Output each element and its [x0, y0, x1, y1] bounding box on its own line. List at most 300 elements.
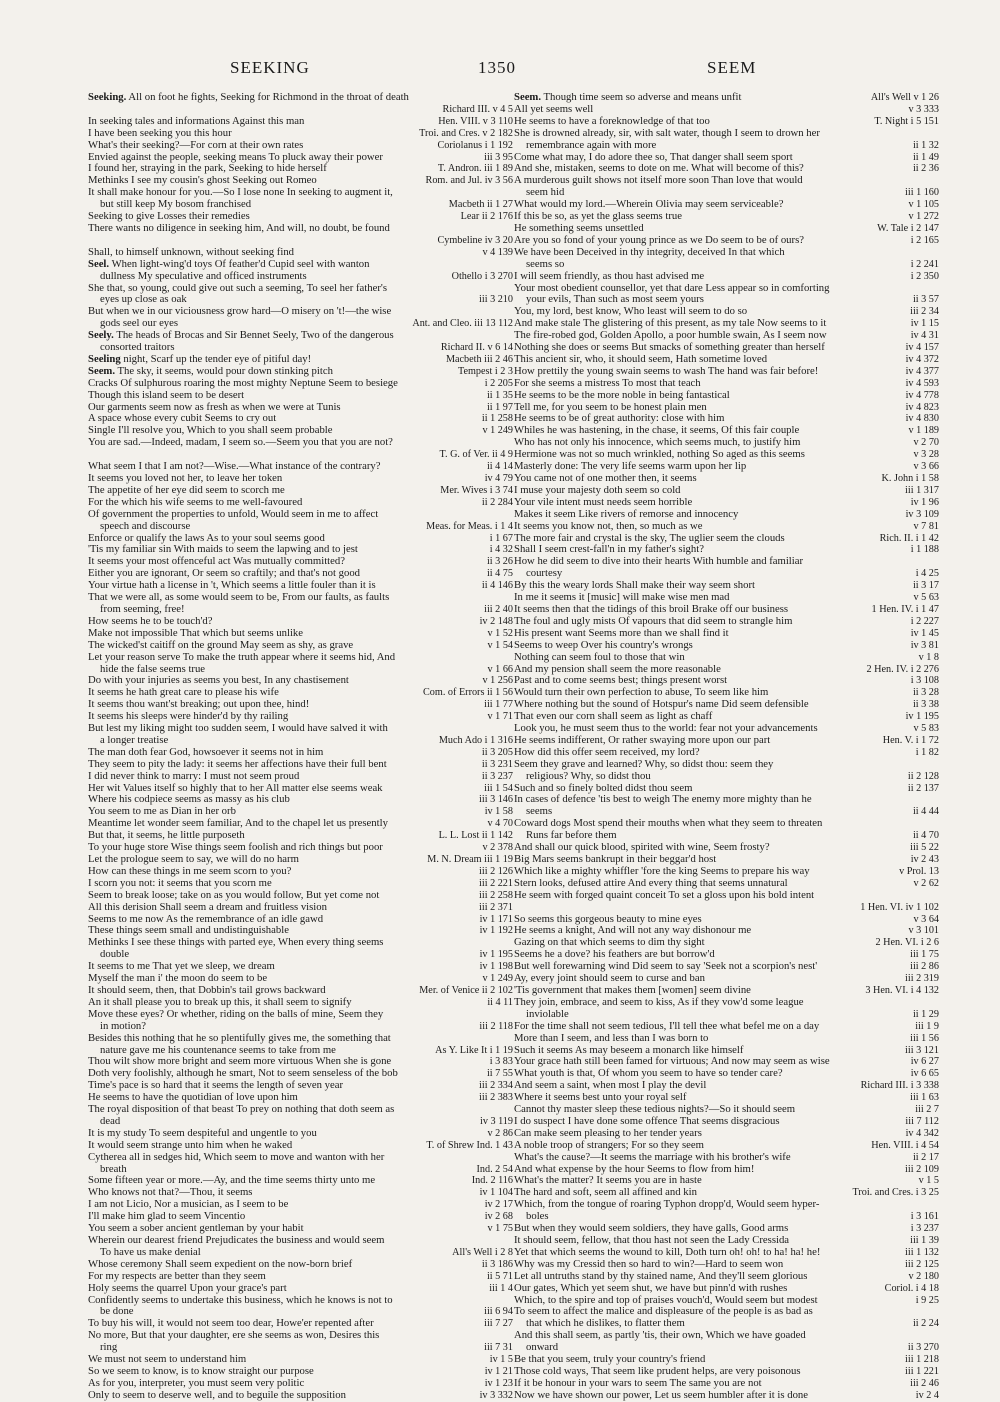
citation-reference: v 5 83: [913, 723, 939, 735]
citation-reference: Com. of Errors ii 1 56: [423, 687, 513, 699]
citation-reference: M. N. Dream iii 1 19: [427, 854, 513, 865]
quote: Either you are ignorant, Or seem so craftily; and that's not good: [88, 567, 361, 580]
quote: To buy his will, it would not seem too dear, Howe'er repented after: [88, 1317, 374, 1330]
quote: Cytherea all in sedges hid, Which seem to move and wanton with her: [88, 1150, 385, 1163]
citation-reference: ii 4 70: [912, 830, 939, 842]
quote: For the time shall not seem tedious, I'll tell thee what befel me on a day: [514, 1019, 820, 1032]
quote: Which like a mighty whiffler 'fore the king Seems to prepare his way: [514, 864, 810, 877]
quote: How did this offer seem received, my lord?: [514, 745, 700, 758]
quote: night, Scarf up the tender eye of pitiful day!: [123, 352, 312, 365]
quote: Nothing she does or seems But smacks of something greater than herself: [514, 341, 825, 354]
citation-reference: iii 1 77: [484, 699, 513, 711]
citation-reference: v 3 64: [913, 913, 939, 925]
citation-reference: iii 7 27: [484, 1318, 513, 1330]
citation-reference: iii 2 125: [905, 1258, 939, 1270]
quote: In me it seems it [music] will make wise men mad: [514, 591, 730, 604]
entry-line: [88, 1009, 513, 1021]
quote: Gazing on that which seems to dim thy sight: [514, 936, 705, 949]
citation-reference: 2 Hen. VI. i 2 6: [875, 937, 939, 949]
citation-reference: iv 4 823: [905, 401, 939, 413]
quotation-text: [514, 794, 933, 806]
citation-reference: Macbeth iii 2 46: [445, 353, 513, 365]
quote: To seem to affect the malice and displeasure of the people is as bad as: [514, 1305, 813, 1318]
quote: She that, so young, could give out such a seeming, To seel her father's: [88, 281, 387, 294]
citation-reference: iv 4 157: [905, 342, 939, 354]
quote: speech and discourse: [100, 519, 191, 532]
quote: Which, to the spire and top of praises vouch'd, Would seem but modest: [514, 1293, 818, 1306]
header-right-word: SEEM: [707, 58, 757, 77]
header-left-word: SEEKING: [230, 58, 310, 77]
quote: Methinks I see my cousin's ghost Seeking out Romeo: [88, 174, 317, 187]
citation-reference: iv 1 5: [489, 1354, 513, 1366]
citation-reference: iv 2 43: [910, 854, 939, 865]
quote: Look you, he must seem thus to the world: fear not your advancements: [514, 722, 818, 735]
quote: What would my lord.—Wherein Olivia may seem serviceable?: [514, 198, 784, 211]
quotation-text: [514, 1330, 933, 1342]
citation-reference: v 1 5: [918, 1175, 939, 1187]
entry-line: [88, 437, 513, 449]
quote: but still keep My bosom franchised: [100, 198, 252, 211]
citation-reference: iii 2 118: [479, 1020, 513, 1032]
headword: Seem.: [514, 91, 542, 103]
quote: Tell me, for you seem to be honest plain men: [514, 400, 707, 413]
quote: He seems to be the more noble in being fantastical: [514, 388, 730, 401]
quote: There wants no diligence in seeking him, And will, no doubt, be found: [88, 221, 390, 234]
citation-reference: v 1 8: [918, 651, 939, 663]
quote: Holy seems the quarrel Upon your grace's part: [88, 1281, 287, 1294]
quote: ring: [100, 1341, 118, 1354]
quote: When light-wing'd toys Of feather'd Cupid seel with wanton: [111, 257, 370, 270]
quote: Doth very foolishly, although he smart, Not to seem senseless of the bob: [88, 1067, 398, 1080]
quote: That even our corn shall seem as light as chaff: [514, 710, 713, 723]
quote: All this derision Shall seem a dream and fruitless vision: [88, 900, 327, 913]
quote: Her wit Values itself so highly that to her All matter else seems weak: [88, 781, 383, 794]
quote: onward: [526, 1341, 559, 1354]
citation-reference: Mer. Wives i 3 74: [440, 484, 513, 496]
quote: Such it seems As may beseem a monarch like himself: [514, 1043, 744, 1056]
citation-reference: v 2 62: [913, 877, 939, 889]
quote: He seems indifferent, Or rather swaying more upon our part: [514, 733, 771, 746]
quotation-text: [88, 1330, 507, 1342]
quote: Masterly done: The very life seems warm upon her lip: [514, 460, 747, 473]
citation-reference: ii 3 231: [481, 758, 513, 770]
citation-reference: i 4 25: [915, 568, 939, 580]
quote: Stern looks, defused attire And every thing that seems unnatural: [514, 876, 788, 889]
quote: The royal disposition of that beast To prey on nothing that doth seem as: [88, 1103, 395, 1116]
citation-reference: iii 1 160: [905, 187, 939, 199]
quote: His present want Seems more than we shall find it: [514, 626, 729, 639]
quote: boles: [526, 1210, 549, 1223]
citation-reference: iv 4 342: [905, 1127, 939, 1139]
quotation-text: [88, 92, 507, 104]
citation-reference: ii 1 35: [486, 389, 513, 401]
citation-reference: L. L. Lost ii 1 142: [438, 830, 513, 842]
citation-reference: iv 3 119: [479, 1115, 513, 1127]
quote: Move these eyes? Or whether, riding on the balls of mine, Seem they: [88, 1007, 384, 1020]
headword: Seel.: [88, 257, 110, 270]
quote: Shall, to himself unknown, without seeking find: [88, 245, 295, 258]
citation-reference: iii 1 221: [905, 1365, 939, 1377]
citation-reference: Much Ado i 1 316: [438, 734, 513, 746]
citation-reference: iii 3 95: [484, 151, 513, 163]
quote: And my pension shall seem the more reasonable: [514, 662, 721, 675]
citation-reference: ii 3 28: [912, 687, 939, 699]
quote: It shall make honour for you.—So I lose none In seeking to augment it,: [88, 186, 393, 199]
right-column: [514, 91, 939, 1401]
quote: religious? Why, so didst thou: [526, 769, 651, 782]
citation-reference: Hen. V. i 1 72: [882, 734, 939, 746]
quote: be done: [100, 1305, 134, 1318]
quote: A noble troop of strangers; For so they seem: [514, 1138, 704, 1151]
quote: But when we in our viciousness grow hard—O misery on 't!—the wise: [88, 305, 392, 318]
citation-reference: iv 2 68: [484, 1211, 513, 1223]
citation-reference: v 3 333: [908, 103, 939, 115]
citation-reference: 3 Hen. VI. i 4 132: [865, 984, 939, 996]
quote: It seems to me That yet we sleep, we dream: [88, 960, 275, 973]
citation-reference: Hen. VIII. v 3 110: [438, 115, 513, 127]
quote: No more, But that your daughter, ere she seems as won, Desires this: [88, 1329, 380, 1342]
quote: I scorn you not: it seems that you scorn me: [88, 876, 272, 889]
quote: Though this island seem to be desert: [88, 388, 245, 401]
quote: Myself the man i' the moon do seem to be: [88, 972, 268, 985]
quote: An it shall please you to break up this, it shall seem to signify: [88, 995, 352, 1008]
citation-reference: ii 3 57: [912, 294, 939, 306]
quote: In seeking tales and informations Against this man: [88, 114, 305, 127]
citation-reference: iv 3 81: [910, 639, 939, 651]
quote: I am not Licio, Nor a musician, as I seem to be: [88, 1198, 289, 1211]
citation-reference: ii 4 146: [481, 580, 513, 592]
citation-reference: Hen. VIII. i 4 54: [871, 1139, 939, 1151]
citation-reference: ii 4 75: [486, 568, 513, 580]
citation-reference: v 2 70: [913, 437, 939, 449]
quote: Ay, every joint should seem to curse and ban: [514, 972, 705, 985]
quote: More than I seem, and less than I was born to: [514, 1031, 709, 1044]
quote: Seeking to give Losses their remedies: [88, 210, 250, 223]
citation-reference: v 5 63: [913, 592, 939, 604]
quote: He seem with forged quaint conceit To set a gloss upon his bold intent: [514, 888, 815, 901]
quote: remembrance again with more: [526, 138, 657, 151]
citation-reference: ii 3 237: [481, 770, 513, 782]
citation-reference: iii 2 221: [479, 877, 513, 889]
quote: It seems thou want'st breaking; out upon thee, hind!: [88, 698, 310, 711]
citation-reference: v 1 272: [908, 211, 939, 223]
citation-reference: iv 3 109: [905, 508, 939, 520]
quote: By this the weary lords Shall make their way seem short: [514, 579, 756, 592]
quote: The hard and soft, seem all affined and kin: [514, 1186, 697, 1199]
citation-reference: All's Well v 1 26: [870, 92, 939, 103]
quote: How prettily the young swain seems to wash The hand was fair before!: [514, 364, 819, 377]
entry-line: [514, 175, 939, 187]
quote: I did never think to marry: I must not seem proud: [88, 769, 300, 782]
entry-line: [514, 556, 939, 568]
citation-reference: iv 1 192: [479, 925, 513, 937]
quote: Such and so finely bolted didst thou seem: [514, 781, 693, 794]
citation-reference: Troi. and Cres. i 3 25: [852, 1187, 939, 1199]
citation-reference: iv 3 332: [479, 1389, 513, 1401]
citation-reference: ii 1 29: [912, 1008, 939, 1020]
citation-reference: ii 3 38: [912, 699, 939, 711]
citation-reference: v 1 66: [487, 663, 513, 675]
quote: It is my study To seem despiteful and ungentle to you: [88, 1126, 317, 1139]
entry-line: [514, 1199, 939, 1211]
quote: Single I'll resolve you, Which to you shall seem probable: [88, 424, 333, 437]
quote: Seem they grave and learned? Why, so didst thou: seem they: [514, 757, 774, 770]
quote: As for you, interpreter, you must seem very politic: [88, 1376, 305, 1389]
quote: Our gates, Which yet seem shut, we have but pinn'd with rushes: [514, 1281, 788, 1294]
quote: But well forewarning wind Did seem to say 'Seek not a scorpion's nest': [514, 960, 818, 973]
citation-reference: i 3 83: [489, 1056, 513, 1068]
entry-line: [88, 1104, 513, 1116]
citation-reference: iv 1 104: [479, 1187, 513, 1199]
citation-reference: Mer. of Venice ii 2 102: [419, 984, 513, 996]
quotation-text: [88, 1152, 507, 1164]
citation-reference: i 1 188: [910, 544, 939, 556]
quote: breath: [100, 1162, 127, 1175]
citation-reference: iii 1 39: [910, 1235, 939, 1246]
quote: That we were all, as some would seem to be, From our faults, as faults: [88, 591, 390, 604]
citation-reference: ii 2 24: [912, 1318, 939, 1330]
citation-reference: iii 2 109: [905, 1163, 939, 1175]
citation-reference: iii 5 22: [910, 842, 939, 854]
quote: Seems to weep Over his country's wrongs: [514, 638, 693, 651]
citation-reference: T. Night i 5 151: [874, 115, 939, 127]
citation-reference: iv 1 58: [484, 806, 513, 818]
quote: What's their seeking?—For corn at their own rates: [88, 138, 304, 151]
entry-line: [88, 1295, 513, 1307]
quote: courtesy: [526, 567, 563, 580]
quote: Hermione was not so much wrinkled, nothing So aged as this seems: [514, 448, 805, 461]
citation-reference: v 2 180: [908, 1270, 939, 1282]
quote: gods seel our eyes: [100, 317, 179, 330]
citation-reference: Tempest i 2 3: [457, 365, 513, 377]
citation-reference: iii 1 218: [905, 1354, 939, 1366]
headword: Seely.: [88, 329, 114, 342]
quote: Seems to me now As the remembrance of an idle gawd: [88, 912, 324, 925]
citation-reference: iii 1 317: [905, 484, 939, 496]
quote: inviolable: [526, 1007, 569, 1020]
citation-reference: Ind. 2 54: [476, 1163, 513, 1175]
quote: Come what may, I do adore thee so, That danger shall seem sport: [514, 150, 793, 163]
quote: Which, from the tongue of roaring Typhon dropp'd, Would seem hyper-: [514, 1198, 820, 1211]
quotation-text: [514, 890, 933, 902]
quote: in motion?: [100, 1019, 147, 1032]
entry-line: [88, 1390, 513, 1402]
quote: You came not of one mother then, it seems: [514, 472, 697, 484]
citation-reference: iv 1 198: [479, 961, 513, 973]
quote: To have us make denial: [100, 1245, 201, 1258]
quotation-text: [88, 1009, 507, 1021]
quote: seems so: [526, 257, 565, 270]
quote: What seem I that I am not?—Wise.—What instance of the contrary?: [88, 460, 381, 473]
citation-reference: iv 1 195: [905, 711, 939, 723]
citation-reference: All's Well i 2 8: [452, 1246, 513, 1258]
quote: Do with your injuries as seems you best, In any chastisement: [88, 674, 349, 687]
quote: You, my lord, best know, Who least will seem to do so: [514, 305, 748, 318]
citation-reference: i 1 67: [489, 532, 513, 544]
entry-line: [514, 1330, 939, 1342]
quote: dullness My speculative and officed instruments: [100, 269, 307, 282]
quote: The sky, it seems, would pour down stinking pitch: [117, 364, 333, 377]
quote: Seem to break loose; take on as you would follow, But yet come not: [88, 888, 380, 901]
entry-line: [88, 92, 513, 104]
citation-reference: ii 3 17: [912, 580, 939, 592]
quote: For she seems a mistress To most that teach: [514, 376, 701, 389]
quote: I have been seeking you this hour: [88, 126, 232, 139]
citation-reference: Rich. II. i 1 42: [879, 532, 939, 544]
citation-reference: v 3 101: [908, 925, 939, 937]
quote: Enforce or qualify the laws As to your soul seems good: [88, 531, 325, 544]
quote: So we seem to know, is to know straight our purpose: [88, 1364, 314, 1377]
citation-reference: ii 3 186: [481, 1258, 513, 1270]
quote: seems: [526, 805, 553, 818]
quote: from seeming, free!: [100, 602, 185, 615]
citation-reference: iii 3 121: [905, 1044, 939, 1056]
quotation-text: [514, 556, 933, 568]
citation-reference: ii 4 14: [486, 461, 513, 473]
citation-reference: iv 2 148: [479, 615, 513, 627]
citation-reference: Macbeth ii 1 27: [448, 199, 513, 211]
citation-reference: iv 2 17: [484, 1199, 513, 1211]
citation-reference: iv 1 195: [479, 949, 513, 961]
quote: He seems a knight, And will not any way dishonour me: [514, 924, 752, 937]
citation-reference: iii 2 258: [479, 889, 513, 901]
quote: Past and to come seems best; things present worst: [514, 674, 728, 687]
citation-reference: Richard II. v 6 14: [440, 342, 513, 354]
page-header: [0, 58, 1000, 82]
citation-reference: iii 7 31: [484, 1342, 513, 1354]
citation-reference: i 2 205: [484, 377, 513, 389]
citation-reference: v 7 81: [913, 520, 939, 532]
citation-reference: iii 1 9: [915, 1020, 939, 1032]
quote: And this shall seem, as partly 'tis, their own, Which we have goaded: [514, 1329, 806, 1342]
entry-line: [88, 1330, 513, 1342]
citation-reference: ii 3 205: [481, 746, 513, 758]
citation-reference: iii 1 75: [910, 949, 939, 961]
citation-reference: ii 1 97: [486, 401, 513, 413]
quote: We have been Deceived in thy integrity, deceived In that which: [514, 245, 785, 258]
citation-reference: v 1 249: [482, 425, 513, 437]
quote: Methinks I see these things with parted eye, When every thing seems: [88, 936, 384, 949]
citation-reference: 2 Hen. IV. i 2 276: [866, 663, 939, 675]
citation-reference: ii 2 137: [907, 782, 939, 794]
citation-reference: Ant. and Cleo. iii 13 112: [412, 318, 513, 330]
quote: Whose ceremony Shall seem expedient on the now-born brief: [88, 1257, 353, 1270]
citation-reference: iii 3 210: [479, 294, 513, 306]
citation-reference: ii 3 26: [486, 556, 513, 568]
quote: For the which his wife seems to me well-favoured: [88, 495, 303, 508]
headword: Seeling: [88, 352, 121, 365]
quote: It seems then that the tidings of this broil Brake off our business: [514, 602, 789, 615]
entry-line: [514, 890, 939, 902]
entry-line: [514, 794, 939, 806]
citation-reference: ii 5 71: [486, 1270, 513, 1282]
quote: Coward dogs Most spend their mouths when what they seem to threaten: [514, 817, 823, 830]
citation-reference: Meas. for Meas. i 1 4: [426, 520, 513, 532]
quote: Wherein our dearest friend Prejudicates the business and would seem: [88, 1234, 385, 1246]
quote: They join, embrace, and seem to kiss, As if they vow'd some league: [514, 995, 804, 1008]
citation-reference: iv 4 79: [484, 473, 513, 484]
citation-reference: i 3 161: [910, 1211, 939, 1223]
headword: Seeking.: [88, 91, 127, 103]
quote: 'Tis government that makes them [women] seem divine: [514, 983, 751, 996]
citation-reference: iv 6 27: [910, 1056, 939, 1068]
citation-reference: v 1 54: [487, 639, 513, 651]
citation-reference: iii 1 63: [910, 1092, 939, 1104]
quote: Where nothing but the sound of Hotspur's name Did seem defensible: [514, 698, 809, 711]
quote: It seems you know not, then, so much as we: [514, 519, 703, 532]
citation-reference: i 4 32: [489, 544, 513, 556]
citation-reference: iv 4 830: [905, 413, 939, 425]
citation-reference: iii 1 54: [484, 782, 513, 794]
quote: Time's pace is so hard that it seems the length of seven year: [88, 1079, 344, 1092]
citation-reference: v 1 52: [487, 627, 513, 639]
citation-reference: v 1 256: [482, 675, 513, 687]
citation-reference: v 4 139: [482, 246, 513, 258]
citation-reference: iii 3 146: [479, 794, 513, 806]
quote: Thou wilt show more bright and seem more virtuous When she is gone: [88, 1055, 392, 1068]
entry-line: [514, 247, 939, 259]
quote: To your huge store Wise things seem foolish and rich things but poor: [88, 841, 383, 854]
citation-reference: iv 1 21: [484, 1365, 513, 1377]
citation-reference: v 1 105: [908, 199, 939, 211]
quote: Now we have shown our power, Let us seem humbler after it is done: [514, 1388, 808, 1401]
quote: We must not seem to understand him: [88, 1353, 247, 1366]
citation-reference: iv 1 96: [910, 496, 939, 508]
entry-line: [514, 1390, 939, 1402]
quote: How he did seem to dive into their hearts With humble and familiar: [514, 555, 804, 568]
quote: This ancient sir, who, it should seem, Hath sometime loved: [514, 352, 768, 365]
quote: The more fair and crystal is the sky, The uglier seem the clouds: [514, 531, 785, 544]
entry-line: [88, 1152, 513, 1164]
citation-reference: iii 2 40: [484, 603, 513, 615]
citation-reference: iv 1 15: [910, 318, 939, 330]
quote: I'll make him glad to seem Vincentio: [88, 1210, 246, 1223]
quote: seem hid: [526, 186, 565, 199]
quotation-text: [88, 937, 507, 949]
quote: They seem to pity the lady: it seems her affections have their full bent: [88, 757, 387, 770]
quote: Are you so fond of your young prince as we Do seem to be of ours?: [514, 233, 804, 246]
citation-reference: iv 1 23: [484, 1377, 513, 1389]
citation-reference: i 2 227: [910, 615, 939, 627]
quote: Make not impossible That which but seems unlike: [88, 626, 304, 639]
quote: I will seem friendly, as thou hast advised me: [514, 269, 705, 282]
quote: Can make seem pleasing to her tender years: [514, 1126, 702, 1139]
quote: It would seem strange unto him when he waked: [88, 1138, 293, 1151]
quote: Some fifteen year or more.—Ay, and the time seems thirty unto me: [88, 1174, 376, 1187]
citation-reference: iii 1 56: [910, 1032, 939, 1044]
citation-reference: iii 2 46: [910, 1377, 939, 1389]
citation-reference: Coriol. i 4 18: [884, 1282, 939, 1294]
quote: Envied against the people, seeking means To pluck away their power: [88, 150, 383, 163]
citation-reference: v 3 28: [913, 449, 939, 461]
quote: Let all untruths stand by thy stained name, And they'll seem glorious: [514, 1269, 808, 1282]
entry-line: [88, 223, 513, 235]
citation-reference: Troi. and Cres. v 2 182: [419, 127, 513, 139]
citation-reference: T. Andron. iii 1 89: [437, 163, 513, 175]
quote: It seems his sleeps were hinder'd by thy railing: [88, 710, 289, 723]
citation-reference: iv 1 171: [479, 913, 513, 925]
quote: He seems to be of great authority: close with him: [514, 412, 725, 425]
quote: Where his codpiece seems as massy as his club: [88, 793, 290, 806]
citation-reference: ii 2 128: [907, 770, 939, 782]
quote: In cases of defence 'tis best to weigh The enemy more mighty than he: [514, 793, 812, 806]
citation-reference: iii 2 34: [910, 306, 939, 318]
quotation-text: [88, 1390, 474, 1402]
quote: eyes up close as oak: [100, 293, 187, 306]
quote: Seems he a dove? his feathers are but borrow'd: [514, 948, 715, 961]
page-number: 1350: [478, 58, 516, 77]
quote: It seems your most offenceful act Was mutually committed?: [88, 555, 345, 568]
